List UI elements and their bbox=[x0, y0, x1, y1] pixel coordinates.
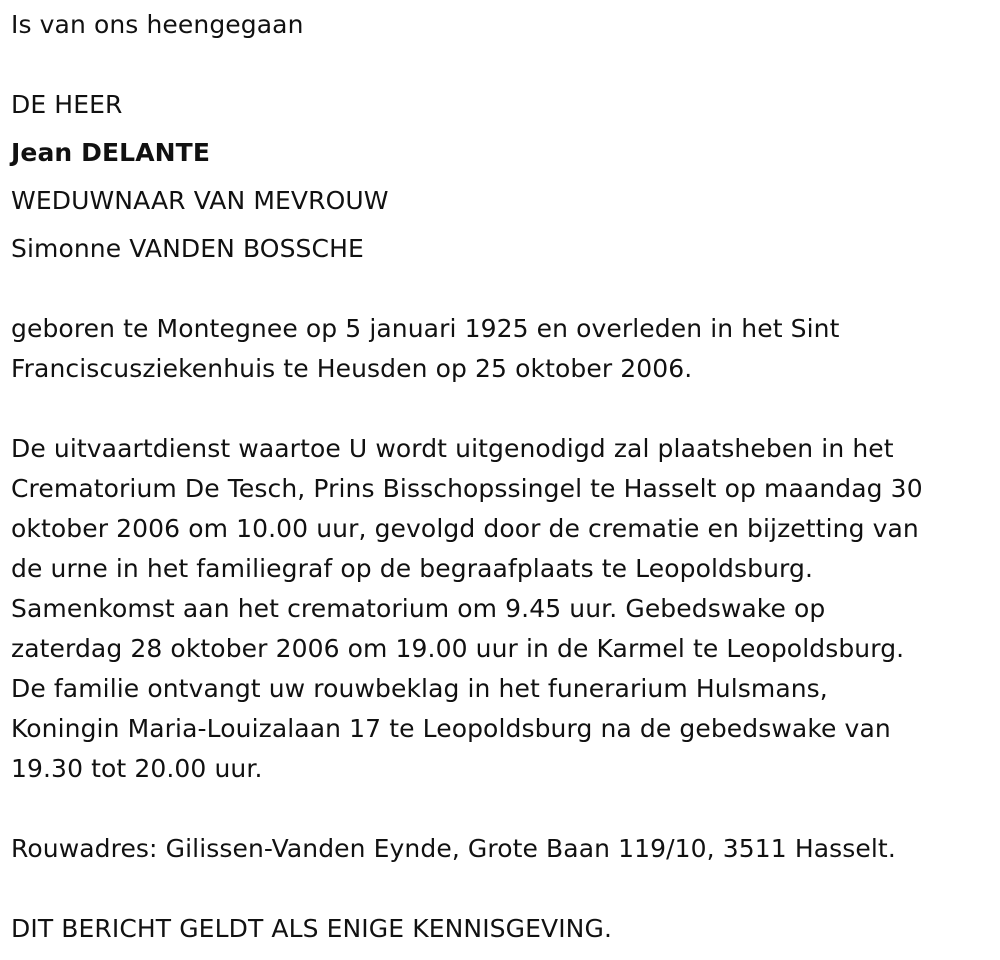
service-line-4: de urne in het familiegraf op de begraafplaats te Leopoldsburg. bbox=[11, 554, 814, 583]
mourning-address: Rouwadres: Gilissen-Vanden Eynde, Grote Baan 119/10, 3511 Hasselt. bbox=[11, 834, 896, 863]
deceased-name: Jean DELANTE bbox=[11, 138, 210, 167]
service-line-7: De familie ontvangt uw rouwbeklag in het funerarium Hulsmans, bbox=[11, 674, 828, 703]
service-line-3: oktober 2006 om 10.00 uur, gevolgd door de crematie en bijzetting van bbox=[11, 514, 919, 543]
closing-statement: DIT BERICHT GELDT ALS ENIGE KENNISGEVING. bbox=[11, 914, 612, 943]
service-line-5: Samenkomst aan het crematorium om 9.45 uur. Gebedswake op bbox=[11, 594, 826, 623]
spouse-name: Simonne VANDEN BOSSCHE bbox=[11, 234, 364, 263]
birth-death-line-2: Franciscusziekenhuis te Heusden op 25 oktober 2006. bbox=[11, 354, 693, 383]
service-line-9: 19.30 tot 20.00 uur. bbox=[11, 754, 263, 783]
relation-text: WEDUWNAAR VAN MEVROUW bbox=[11, 186, 389, 215]
service-line-6: zaterdag 28 oktober 2006 om 19.00 uur in de Karmel te Leopoldsburg. bbox=[11, 634, 905, 663]
birth-death-line-1: geboren te Montegnee op 5 januari 1925 en overleden in het Sint bbox=[11, 314, 840, 343]
intro-text: Is van ons heengegaan bbox=[11, 10, 304, 39]
honorific: DE HEER bbox=[11, 90, 123, 119]
service-line-8: Koningin Maria-Louizalaan 17 te Leopoldsburg na de gebedswake van bbox=[11, 714, 891, 743]
service-line-2: Crematorium De Tesch, Prins Bisschopssingel te Hasselt op maandag 30 bbox=[11, 474, 923, 503]
service-line-1: De uitvaartdienst waartoe U wordt uitgenodigd zal plaatsheben in het bbox=[11, 434, 894, 463]
